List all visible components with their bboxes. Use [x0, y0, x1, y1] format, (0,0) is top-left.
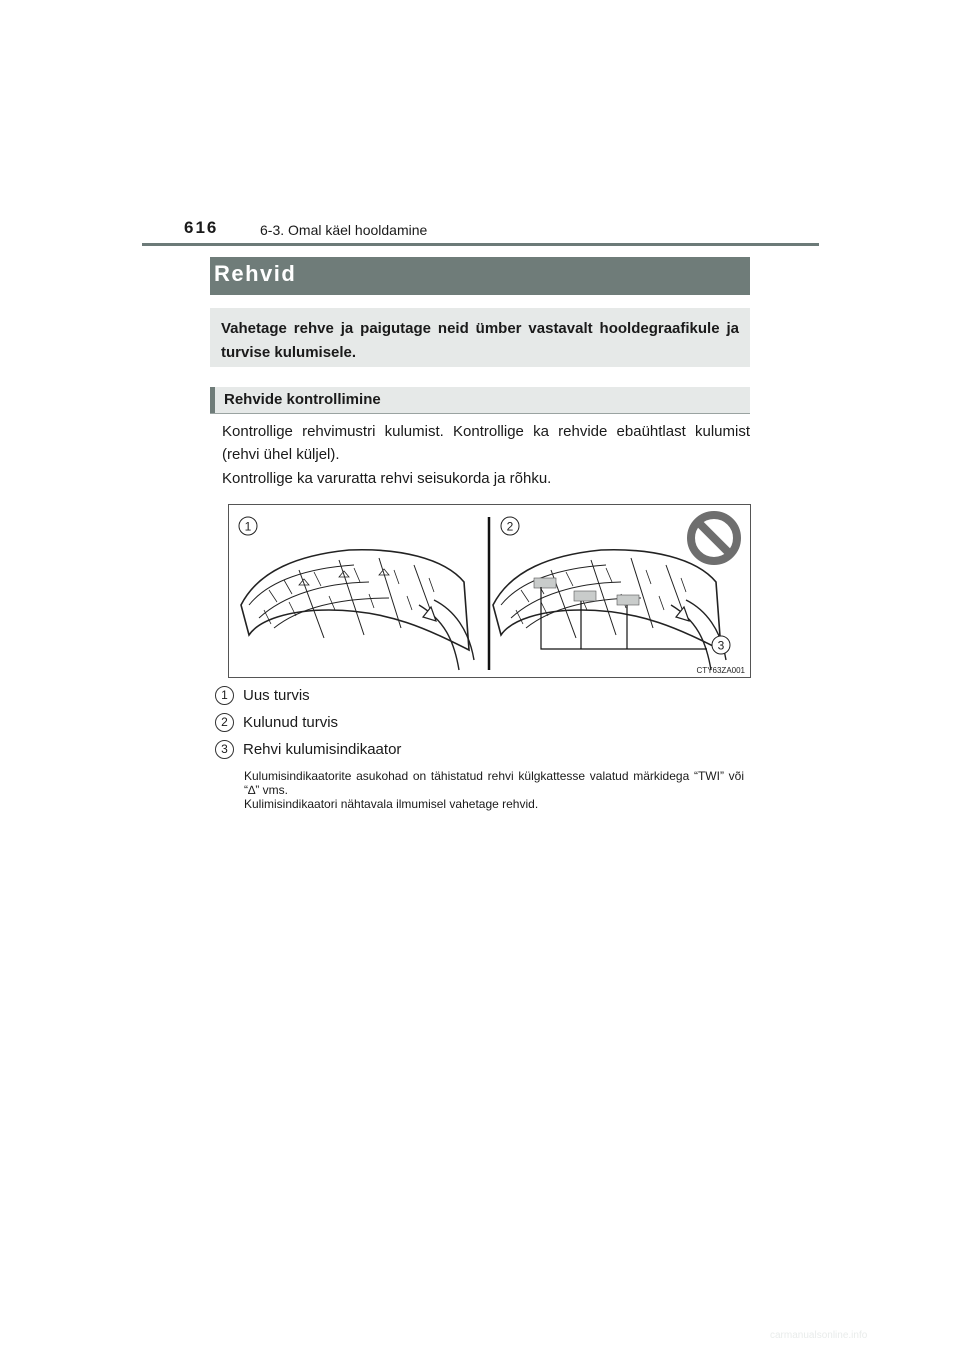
- new-tread-illustration: [241, 550, 474, 670]
- section-reference: 6-3. Omal käel hooldamine: [260, 222, 428, 238]
- wear-indicator-mark: [534, 578, 556, 588]
- legend-label: Kulunud turvis: [243, 714, 339, 731]
- prohibited-icon: [691, 515, 737, 561]
- subsection-header: [210, 387, 750, 414]
- legend-label: Rehvi kulumisindikaator: [243, 741, 402, 758]
- callout-3: [712, 636, 730, 654]
- wear-indicator-mark: [574, 591, 596, 601]
- svg-text:2: 2: [506, 519, 514, 534]
- legend-number: 3: [215, 740, 234, 759]
- legend-number: 1: [215, 686, 234, 705]
- note-line: Kulumisindikaatorite asukohad on tähistatud rehvi külgkattesse valatud märkidega “TWI” või “∆” vms.: [244, 769, 744, 797]
- note-line: Kulimisindikaatori nähtavala ilmumisel vahetage rehvid.: [244, 797, 539, 811]
- svg-text:1: 1: [244, 519, 252, 534]
- legend-number: 2: [215, 713, 234, 732]
- subsection-title: Rehvide kontrollimine: [224, 391, 381, 408]
- title-bar: [210, 257, 750, 295]
- figure-code: CTY63ZA001: [696, 666, 745, 675]
- intro-box: [210, 308, 750, 367]
- wear-indicator-note: [244, 769, 744, 811]
- page-title: Rehvid: [214, 261, 297, 286]
- paragraph-check-spare: Kontrollige ka varuratta rehvi seisukorda ja rõhku.: [222, 470, 552, 487]
- tire-illustration: [229, 505, 750, 677]
- header-divider: [142, 243, 819, 246]
- intro-text: Vahetage rehve ja paigutage neid ümber vastavalt hooldegraafikule ja turvise kulumisele.: [221, 320, 739, 361]
- tire-tread-figure: [228, 504, 751, 678]
- wear-indicator-mark: [617, 595, 639, 605]
- worn-tread-illustration: [493, 550, 726, 670]
- subsection-accent-bar: [210, 387, 215, 413]
- legend-label: Uus turvis: [243, 687, 310, 704]
- footer-watermark: carmanualsonline.info: [770, 1330, 868, 1341]
- callout-2: [501, 517, 519, 535]
- paragraph-check-wear: Kontrollige rehvimustri kulumist. Kontrollige ka rehvide ebaühtlast kulumist (rehvi ühel küljel).: [222, 423, 750, 463]
- svg-text:3: 3: [717, 638, 725, 653]
- callout-1: [239, 517, 257, 535]
- page-number: 616: [184, 218, 219, 237]
